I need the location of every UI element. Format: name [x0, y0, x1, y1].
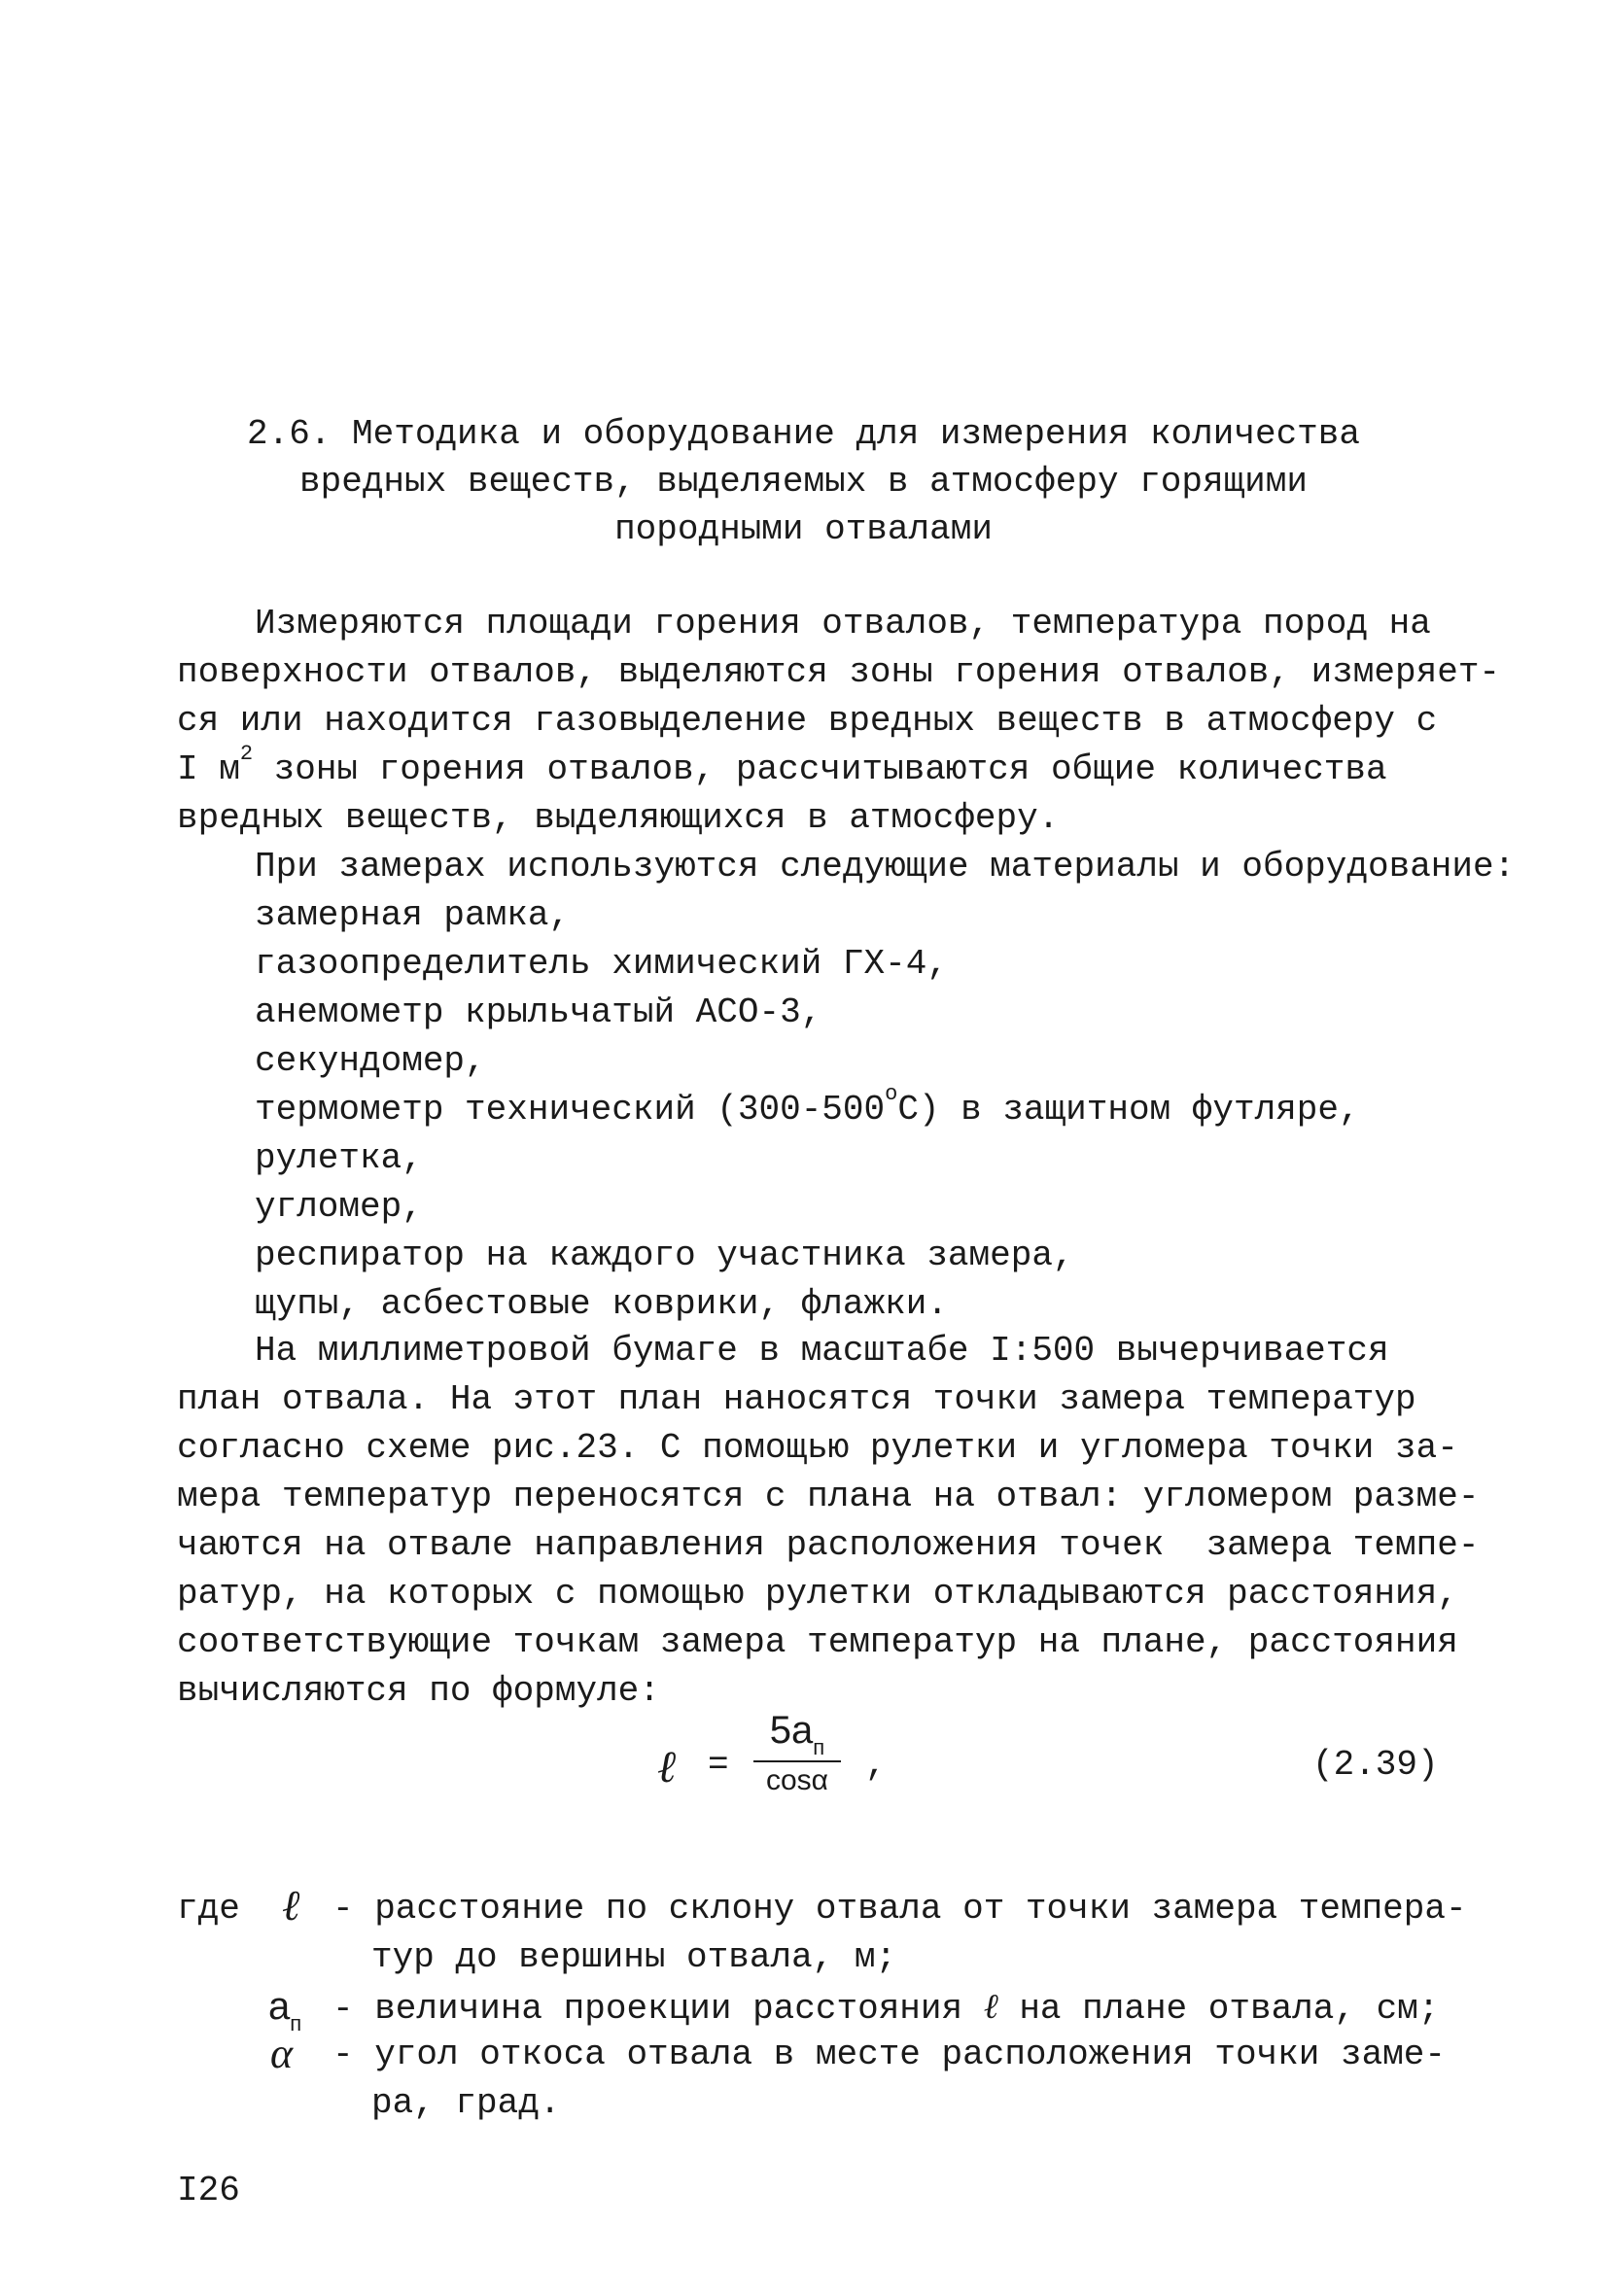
equipment-item: рулетка,	[255, 1138, 423, 1178]
formula-lhs: ℓ	[657, 1742, 677, 1792]
formula-denominator: cosα	[765, 1764, 829, 1796]
method-line-2: план отвала. На этот план наносятся точки замера температур	[177, 1379, 1416, 1419]
formula-numerator: $5a_п$	[769, 1709, 825, 1759]
intro-line-1: Измеряются площади горения отвалов, температура пород на	[255, 604, 1431, 644]
equipment-item: секундомер,	[255, 1041, 486, 1081]
intro-line-3: ся или находится газовыделение вредных веществ в атмосферу с	[177, 701, 1438, 741]
definition-symbol-an: $a_п$	[268, 1985, 302, 2035]
formula-fraction	[753, 1708, 841, 1797]
definition-alpha-text: - угол откоса отвала в месте расположения точки заме-	[332, 2035, 1446, 2074]
method-line-5: чаются на отвале направления расположения точек замера темпе-	[177, 1525, 1480, 1565]
intro-line-5: вредных веществ, выделяющихся в атмосферу.	[177, 798, 1060, 838]
intro-line-4: I $м^2$ зоны горения отвалов, рассчитываются общие количества	[177, 742, 1387, 789]
formula-number: (2.39)	[1312, 1745, 1439, 1785]
definitions-where: где	[177, 1889, 240, 1929]
page-number: I26	[177, 2171, 240, 2210]
equipment-item-thermometer: термометр технический $(300-500^оС)$ в защитном футляре,	[255, 1082, 1360, 1130]
equipment-item: газоопределитель химический ГХ-4,	[255, 944, 948, 984]
equipment-item: угломер,	[255, 1187, 423, 1227]
formula-equals: =	[708, 1745, 729, 1785]
definition-alpha-cont: ра, град.	[371, 2083, 561, 2123]
fraction-bar	[753, 1760, 841, 1762]
method-line-7: соответствующие точкам замера температур на плане, расстояния	[177, 1622, 1458, 1662]
definition-an-text: - величина проекции расстояния ℓ на плане отвала, см;	[332, 1987, 1440, 2029]
equipment-item: замерная рамка,	[255, 895, 571, 935]
method-line-8: вычисляются по формуле:	[177, 1671, 660, 1711]
method-line-6: ратур, на которых с помощью рулетки откладываются расстояния,	[177, 1574, 1458, 1614]
equipment-lead: При замерах используются следующие материалы и оборудование:	[255, 847, 1516, 887]
definition-symbol-l: ℓ	[282, 1882, 300, 1930]
method-line-1: На миллиметровой бумаге в масштабе I:500 вычерчивается	[255, 1331, 1389, 1371]
section-heading-line-3: породными отвалами	[614, 509, 993, 549]
equipment-item: анемометр крыльчатый АСО-3,	[255, 992, 822, 1032]
equipment-item: щупы, асбестовые коврики, флажки.	[255, 1284, 948, 1324]
definition-l-text: - расстояние по склону отвала от точки замера темпера-	[332, 1889, 1467, 1929]
method-line-3: согласно схеме рис.23. С помощью рулетки и угломера точки за-	[177, 1428, 1458, 1468]
section-heading-line-1: 2.6. Методика и оборудование для измерения количества	[247, 414, 1360, 454]
section-heading-line-2: вредных веществ, выделяемых в атмосферу горящими	[299, 462, 1308, 502]
definition-symbol-alpha: α	[270, 2030, 294, 2077]
intro-line-2: поверхности отвалов, выделяются зоны горения отвалов, измеряет-	[177, 652, 1501, 692]
method-line-4: мера температур переносятся с плана на отвал: угломером разме-	[177, 1477, 1480, 1516]
equipment-item: респиратор на каждого участника замера,	[255, 1235, 1074, 1275]
definition-l-cont: тур до вершины отвала, м;	[371, 1937, 897, 1977]
formula-comma: ,	[865, 1745, 887, 1785]
